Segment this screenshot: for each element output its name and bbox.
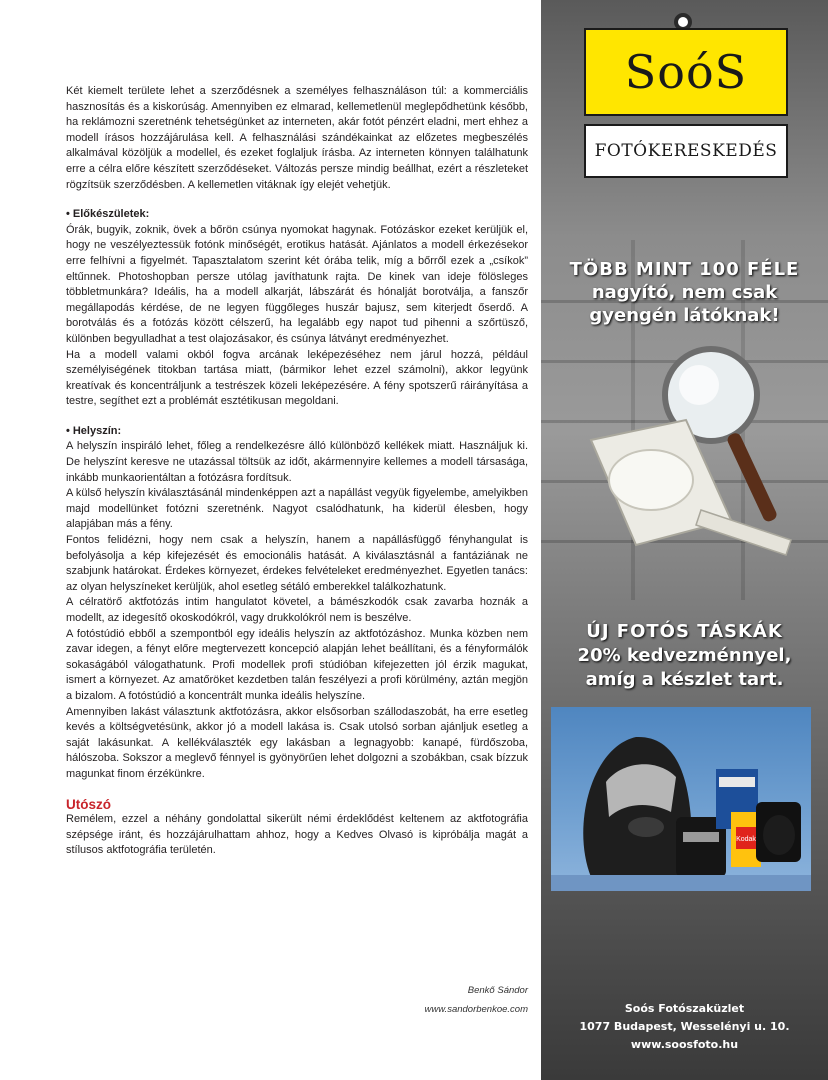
store-address: 1077 Budapest, Wesselényi u. 10.	[579, 1020, 790, 1033]
author-website: www.sandorbenkoe.com	[424, 1004, 528, 1015]
store-logo	[584, 28, 788, 116]
store-website-link[interactable]: www.soosfoto.hu	[630, 1038, 739, 1051]
author-name: Benkő Sándor	[467, 985, 528, 996]
store-name: Soós Fotószaküzlet	[624, 1002, 745, 1015]
paragraph: Ha a modell valami okból fogva arcának leképezéséhez nem járul hozzá, például személyiségének titokban tartása miatt, (bármikor lehet ezzel számolni), akkor legyünk kreatívak és koncentráljunk a testrészek közeli leképezésére. A fény spotszerű ráirányítása a testre, segíthet ezt a problémát esztétikusan megoldani.	[66, 348, 528, 408]
section-heading-preparation: • Előkészületek:	[66, 208, 150, 221]
paragraph: A fotóstúdió ebből a szempontból egy ideális helyszín az aktfotózáshoz. Munka közben nem zavar idegen, a fényt előre megtervezett koncepció alapján lehet beállítani, és a fényformálók sokaságából válogathatunk. Profi modellek profi stúdióban kifejezetten jól érzik magukat, ismert a környezet. Az amatőröket kezdetben talán feszélyezi a profi körülmény, aztán megjön a bizalom. A fotóstúdió a koncentrált munka ideális helyszíne.	[66, 627, 528, 702]
article-column	[66, 84, 528, 859]
magnifier-image	[581, 340, 821, 570]
advertisement-panel	[541, 0, 828, 1080]
paragraph: A célratörő aktfotózás intim hangulatot követel, a bámészkodók csak zavarba hoznák a modellt, az idegesítő okoskodókról, vagy drukkolókról nem is beszélve.	[66, 596, 528, 624]
store-contact	[541, 1000, 828, 1054]
closing-paragraph: Remélem, ezzel a néhány gondolattal sikerült némi érdeklődést keltenem az aktfotográfia szépsége iránt, és hozzájárulhattam ahhoz, hogy a Kedves Olvasó is kipróbálja magát a stílusos aktfotográfia területén.	[66, 813, 528, 857]
logo-text: SoóS	[624, 45, 748, 99]
closing-heading: Utószó	[66, 796, 111, 812]
promo-bags: ÚJ FOTÓS TÁSKÁK 20% kedvezménnyel, amíg a készlet tart.	[577, 621, 792, 690]
paragraph: A külső helyszín kiválasztásánál mindenképpen azt a napállást vegyük figyelembe, amelyikben majd modellünket fotózni szeretnénk. Nagyot csalódhatunk, ha kiderül élesben, hogy alapjában más a fény.	[66, 487, 528, 531]
kodak-label: Kodak	[736, 836, 756, 843]
camera-bags-photo	[551, 707, 811, 891]
promo-magnifiers: TÖBB MINT 100 FÉLE nagyító, nem csak gyengén látóknak!	[569, 259, 800, 326]
intro-paragraph: Két kiemelt területe lehet a szerződésnek a személyes felhasználáson túl: a kommerciális hasznosítás és a kiskorúság. Amennyiben ez elmarad, kellemetlenül meglepődhetünk később, ha reklámozni szeretnénk tehetségünket az interneten, akár fotót pénzért eladni, mert ehhez a modell írásos hozzájárulása kell. A felhasználási szándékainkat az előzetes megbeszélés alkalmával közöljük a modellel, és ezeket foglaljuk írásba. Az interneten könnyen találhatunk erre a célra előre készített szerződéseket. Változás persze mindig beállhat, ezért a részleteket rögzítsük szerződésben. A kellemetlen vitáknak így elejét vehetjük.	[66, 85, 528, 191]
store-type-label: FOTÓKERESKEDÉS	[584, 124, 788, 178]
paragraph: A helyszín inspiráló lehet, főleg a rendelkezésre álló különböző kellékek miatt. Használjuk ki. De helyszínt keresve ne utazással töltsük az időt, akármennyire kellemes a modell társasága, inkább munkaorientáltan a fotózásra fordítsuk.	[66, 440, 528, 484]
paragraph: Amennyiben lakást választunk aktfotózásra, akkor elsősorban szállodaszobát, ha erre esetleg kevés a költségvetésünk, akkor jó a modell lakása is. Csak utolsó sorban ajánljuk esetleg a saját lakásunkat. A kellékválaszték egy lakásban a legnagyobb: kanapé, fürdőszoba, hálószoba. Sokszor a meglevő fénnyel is gyönyörűen lehet dolgozni a szobákban, csak bízzuk magunkat finom érzékünkre.	[66, 705, 528, 780]
section-heading-location: • Helyszín:	[66, 424, 122, 437]
paragraph: Órák, bugyik, zoknik, övek a bőrön csúnya nyomokat hagynak. Fotózáskor ezeket kerüljük el, hogy ne veszélyeztessük fotónk minőségét, erotikus hatását. Ajánlatos a modell érkezésekor erre felhívni a figyelmét. Tapasztalatom szerint két órába telik, míg a bőrről ezek a „csíkok” eltűnnek. Photoshopban persze utólag javíthatunk rajta. De kinek van ideje fölösleges többletmunkára? Ideális, ha a modell alkarját, lábszárát és hónalját borotválja, a fanszőr megállapodás kérdése, de ne legyen függőleges huszár bajusz, sem kiterjedt őserdő. A borotválás és a fotózás között célszerű, ha legalább egy napot tud pihenni a szőrtüsző, különben begyulladhat a test olajozásakor, és csúnya látványt eredményezhet.	[66, 223, 528, 345]
paragraph: Fontos felidézni, hogy nem csak a helyszín, hanem a napállásfüggő fényhangulat is befolyásolja a kép kifejezését és emocionális hatását. A kiválasztásnál a fantáziának ne szabjunk határokat. Érdekes környezet, érdekes felvételeket eredményezhet. Egyetlen tanács: az olyan helyszíneket kerüljük, ahol esetleg sétáló emberekkel találkozhatunk.	[66, 534, 528, 593]
